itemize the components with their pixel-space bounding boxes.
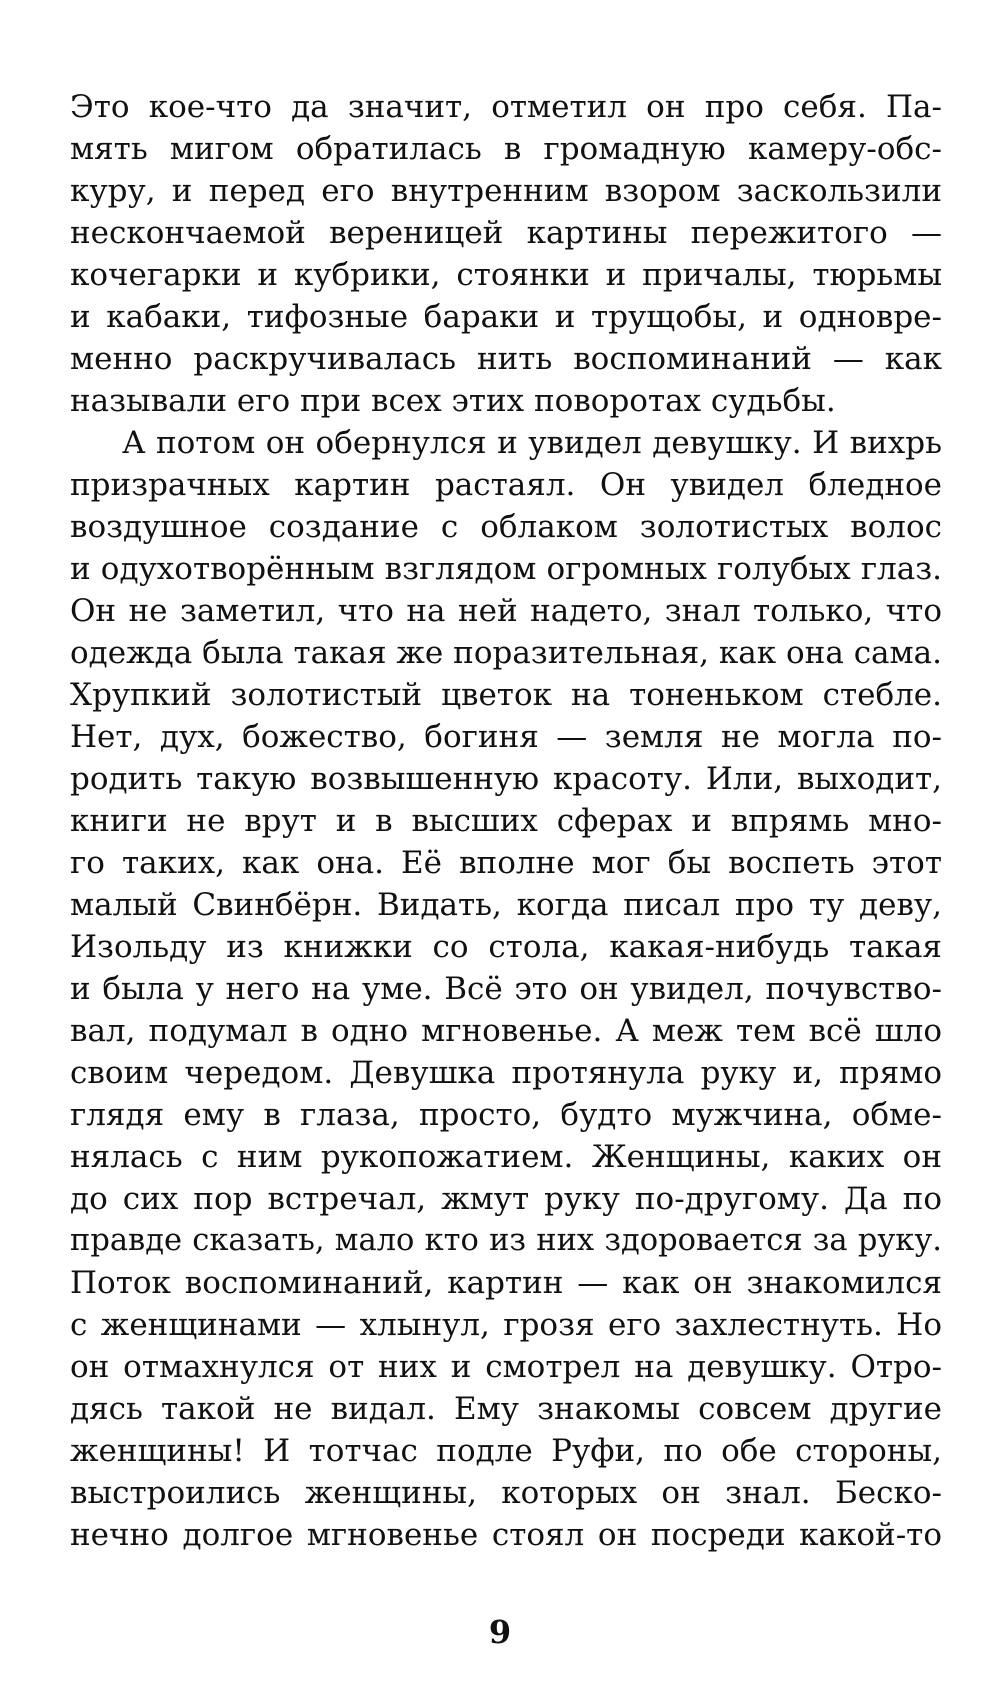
text-line: А потом он обернулся и увидел девушку. И вихрь <box>122 425 942 461</box>
text-line: нечно долгое мгновенье стоял он посреди какой-то <box>70 1517 942 1553</box>
text-line: Он не заметил, что на ней надето, знал только, что <box>70 593 942 629</box>
page-number: 9 <box>488 1613 512 1651</box>
text-line: с женщинами — хлынул, грозя его захлестнуть. Но <box>70 1307 942 1343</box>
text-line: своим чередом. Девушка протянула руку и, прямо <box>70 1055 942 1091</box>
text-line: женщины! И тотчас подле Руфи, по обе стороны, <box>70 1433 942 1469</box>
text-line: нескончаемой вереницей картины пережитого — <box>70 215 942 251</box>
text-line: и одухотворённым взглядом огромных голубых глаз. <box>70 551 942 587</box>
text-line: дясь такой не видал. Ему знакомы совсем другие <box>70 1391 942 1427</box>
text-line: кочегарки и кубрики, стоянки и причалы, тюрьмы <box>70 257 942 293</box>
text-line: выстроились женщины, которых он знал. Беско- <box>70 1475 942 1511</box>
text-line: правде сказать, мало кто из них здоровается за руку. <box>70 1223 942 1258</box>
text-line: и была у него на уме. Всё это он увидел, почувство- <box>70 971 942 1007</box>
text-line: Это кое-что да значит, отметил он про себя. Па- <box>70 89 942 125</box>
text-line: Нет, дух, божество, богиня — земля не могла по- <box>70 719 942 755</box>
text-line: вал, подумал в одно мгновенье. А меж тем всё шло <box>70 1013 942 1049</box>
text-line: го таких, как она. Её вполне мог бы воспеть этот <box>70 845 942 881</box>
text-line: малый Свинбёрн. Видать, когда писал про ту деву, <box>70 887 942 923</box>
text-line: куру, и перед его внутренним взором заскользили <box>70 173 942 209</box>
text-line: он отмахнулся от них и смотрел на девушку. Отро- <box>70 1349 942 1385</box>
text-line: до сих пор встречал, жмут руку по-другому. Да по <box>70 1181 942 1217</box>
text-line: менно раскручивалась нить воспоминаний — как <box>70 341 942 377</box>
text-line: и кабаки, тифозные бараки и трущобы, и одновре- <box>70 299 942 335</box>
text-line: называли его при всех этих поворотах судьбы. <box>70 383 836 419</box>
text-line: Поток воспоминаний, картин — как он знакомился <box>70 1265 942 1301</box>
body-text <box>70 86 942 1556</box>
text-line: воздушное создание с облаком золотистых волос <box>70 509 942 545</box>
text-line: книги не врут и в высших сферах и впрямь мно- <box>70 803 942 839</box>
text-line: Изольду из книжки со стола, какая-нибудь такая <box>70 929 942 965</box>
text-line: родить такую возвышенную красоту. Или, выходит, <box>70 761 942 797</box>
text-line: мять мигом обратилась в громадную камеру-обс- <box>70 131 942 167</box>
text-line: призрачных картин растаял. Он увидел бледное <box>70 467 942 503</box>
text-line: одежда была такая же поразительная, как она сама. <box>70 635 942 671</box>
text-line: Хрупкий золотистый цветок на тоненьком стебле. <box>70 677 942 713</box>
text-line: глядя ему в глаза, просто, будто мужчина, обме- <box>70 1097 942 1133</box>
text-line: нялась с ним рукопожатием. Женщины, каких он <box>70 1139 942 1175</box>
